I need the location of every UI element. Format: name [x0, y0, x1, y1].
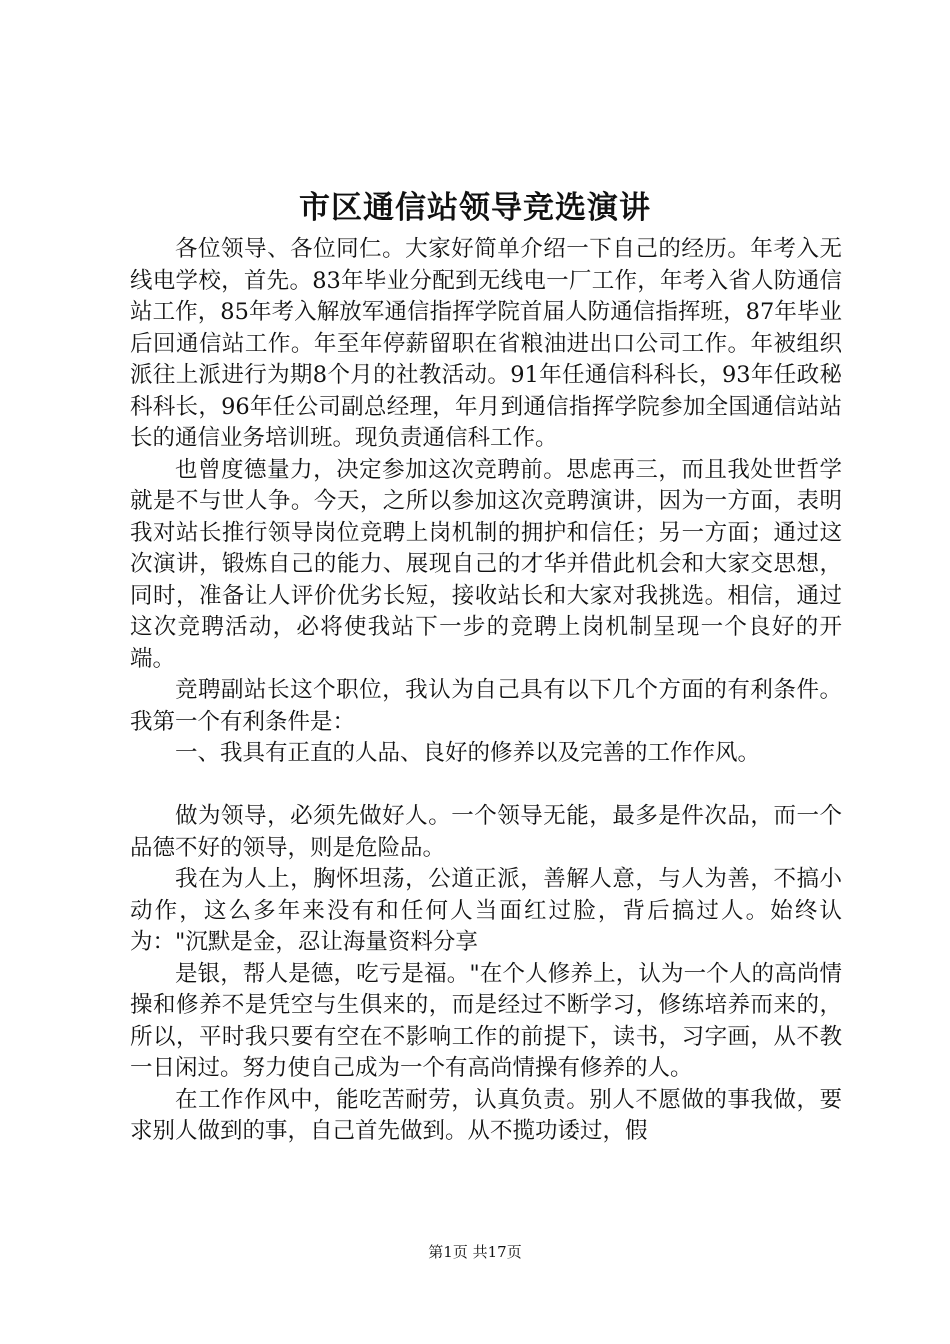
paragraph: 也曾度德量力，决定参加这次竞聘前。思虑再三，而且我处世哲学就是不与世人争。今天，之所以参加这次竞聘演讲，因为一方面，表明我对站长推行领导岗位竞聘上岗机制的拥护和信任；另一方面；通过这次演讲，锻炼自己的能力、展现自己的才华并借此机会和大家交思想，同时，准备让人评价优劣长短，接收站长和大家对我挑选。相信，通过这次竞聘活动，必将使我站下一步的竞聘上岗机制呈现一个良好的开端。	[130, 456, 842, 672]
paragraph: 在工作作风中，能吃苦耐劳，认真负责。别人不愿做的事我做，要求别人做到的事，自己首先做到。从不揽功诿过，假	[130, 1086, 842, 1144]
paragraph: 是银，帮人是德，吃亏是福。"在个人修养上，认为一个人的高尚情操和修养不是凭空与生俱来的，而是经过不断学习，修练培养而来的，所以，平时我只要有空在不影响工作的前提下，读书，习字画，从不教一日闲过。努力使自己成为一个有高尚情操有修养的人。	[130, 960, 842, 1081]
section-heading: 一、我具有正直的人品、良好的修养以及完善的工作作风。	[175, 740, 761, 766]
paragraph: 各位领导、各位同仁。大家好简单介绍一下自己的经历。年考入无线电学校，首先。83年毕业分配到无线电一厂工作，年考入省人防通信站工作，85年考入解放军通信指挥学院首届人防通信指挥班，87年毕业后回通信站工作。年至年停薪留职在省粮油进出口公司工作。年被组织派往上派进行为期8个月的社教活动。91年任通信科科长，93年任政秘科科长，96年任公司副总经理，年月到通信指挥学院参加全国通信站站长的通信业务培训班。现负责通信科工作。	[130, 236, 842, 451]
document-title: 市区通信站领导竞选演讲	[299, 190, 651, 226]
paragraph: 我在为人上，胸怀坦荡，公道正派，善解人意，与人为善，不搞小动作，这么多年来没有和任何人当面红过脸，背后搞过人。始终认为："沉默是金，忍让海量资料分享	[130, 866, 842, 955]
paragraph: 做为领导，必须先做好人。一个领导无能，最多是件次品，而一个品德不好的领导，则是危险品。	[130, 803, 842, 861]
paragraph: 竞聘副站长这个职位，我认为自己具有以下几个方面的有利条件。我第一个有利条件是：	[130, 677, 842, 735]
document-body	[130, 234, 842, 1148]
page-number-footer: 第1页 共17页	[428, 1243, 522, 1261]
